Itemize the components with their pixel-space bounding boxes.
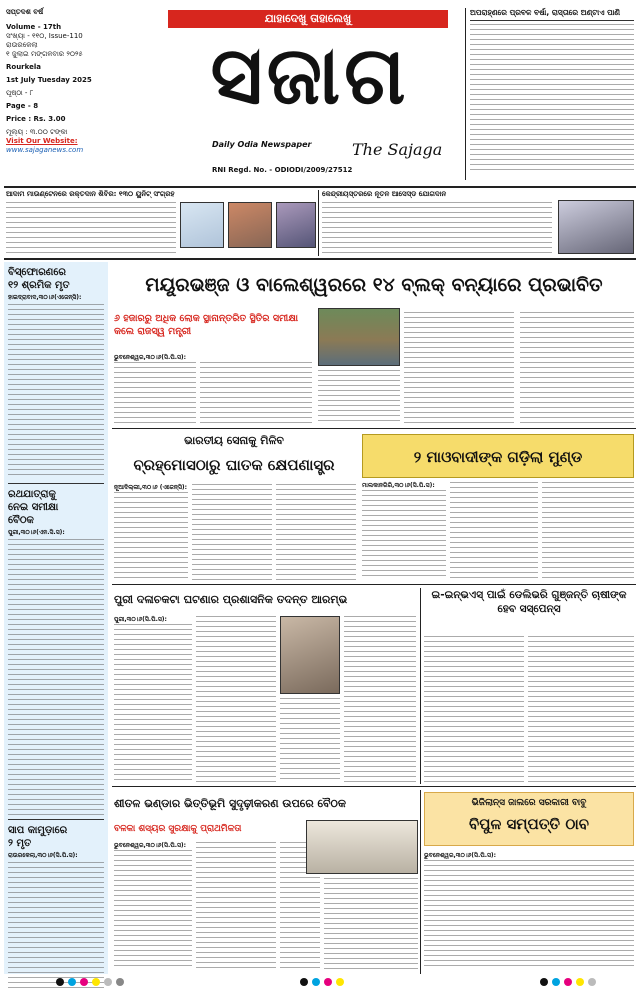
puri-photo [280, 616, 340, 694]
masthead-bottom-rule [4, 186, 636, 188]
registration-mark [576, 978, 584, 986]
maoist-body-col-1 [362, 490, 446, 580]
strip-left-photo-2 [228, 202, 272, 248]
puri-dateline: ପୁରୀ,୩୦।୬(ସି.ପି.ସ): [114, 616, 167, 623]
website-label: Visit Our Website: [6, 137, 78, 145]
registration-mark [540, 978, 548, 986]
masthead-english-title: The Sajaga [352, 140, 443, 159]
lead-body-col-1 [114, 362, 196, 424]
cold-body-col-4 [324, 878, 418, 970]
puri-divider [420, 588, 421, 784]
rni-number: RNI Regd. No. - ODIODI/2009/27512 [212, 166, 353, 174]
einvoice-body-col-1 [424, 636, 524, 782]
strip-divider [318, 190, 319, 256]
middle-rule [112, 584, 636, 585]
registration-mark [552, 978, 560, 986]
flood-photo [318, 308, 400, 366]
story-explosion [8, 266, 104, 479]
website-link[interactable]: www.sajaganews.com [6, 146, 84, 154]
army-body-col-1 [114, 492, 188, 580]
puri-body-col-4 [344, 616, 416, 782]
cold-headline: ଶୀତଳ ଭଣ୍ଡାର ଭିତ୍ତିଭୂମି ସୁଦୃଢ଼ୀକରଣ ଉପରେ ବୈଠକ [114, 797, 346, 810]
registration-mark [588, 978, 596, 986]
issue-line: ସଂଖ୍ୟା - ୧୧୦, Issue-110 [6, 32, 83, 40]
date-odia: ୧ ଜୁଲାଇ ମଙ୍ଗଳବାର ୨୦୨୫ [6, 50, 83, 58]
explosion-body [8, 304, 104, 479]
strip-right-photo [558, 200, 634, 254]
pages-en: Page - 8 [6, 102, 39, 110]
army-kicker: ଭାରତୀୟ ସେନାକୁ ମିଳିବ [184, 434, 284, 447]
babu-kicker: ଭିଜିଲାନ୍ସ ଜାଲରେ ସରକାରୀ ବାବୁ [471, 798, 587, 808]
babu-body [424, 860, 634, 970]
cold-kicker: ବଳକା ଶସ୍ୟର ସୁରକ୍ଷାକୁ ପ୍ରାଥମିକତା [114, 824, 242, 834]
strip-left-headline: ଆଦାମ ମାଉଣ୍ଟେନରେ ରକ୍ତଦାନ ଶିବିର: ୧୩୦ ୟୁନିଟ୍ ସଂଗ୍ରହ [6, 190, 175, 198]
registration-mark [92, 978, 100, 986]
snakebite-headline-2: ୨ ମୃତ [8, 838, 32, 849]
strip-right-story [322, 190, 634, 256]
strip-left-body [6, 202, 176, 254]
army-body-col-3 [276, 484, 356, 580]
pages-odia: ପୃଷ୍ଠା - ୮ [6, 89, 34, 97]
top-right-body [470, 24, 634, 174]
registration-mark [56, 978, 64, 986]
maoist-headline-box [362, 434, 634, 478]
volume: Volume - 17th [6, 23, 62, 31]
masthead-title: ସଜାଗ [210, 29, 410, 122]
masthead-info-column [6, 8, 134, 180]
explosion-headline-2: ୧୨ ଶ୍ରମିକ ମୃତ [8, 280, 70, 291]
top-right-story [470, 8, 634, 180]
date-en: 1st July Tuesday 2025 [6, 76, 92, 84]
lead-kicker: ୬ ହଜାରରୁ ଅଧିକ ଲୋକ ସ୍ଥାନାନ୍ତରିତ ସ୍ଥିତିର ସମୀକ୍ଷା କଲେ ରାଜସ୍ୱ ମନ୍ତ୍ରୀ [114, 313, 299, 337]
cold-dateline: ଭୁବନେଶ୍ୱର,୩୦।୬(ସି.ପି.ସ): [114, 842, 187, 849]
masthead-divider [465, 8, 466, 180]
rathyatra-dateline: ପୁରୀ,୩୦।୬(ଏନ.ସି.ସ): [8, 529, 65, 536]
lead-body-col-5 [520, 312, 634, 424]
explosion-headline-1: ବିସ୍ଫୋରଣରେ [8, 267, 66, 278]
snakebite-body [8, 862, 104, 988]
top-right-headline: ଅପରାହ୍ଣରେ ପ୍ରବଳ ବର୍ଷା, ରାସ୍ତାରେ ଅଣ୍ଟାଏ ପାଣି [470, 8, 634, 21]
registration-mark [68, 978, 76, 986]
babu-dateline: ଭୁବନେଶ୍ୱର,୩୦।୬(ସି.ପି.ସ): [424, 852, 497, 859]
registration-mark [116, 978, 124, 986]
registration-mark [336, 978, 344, 986]
einvoice-headline: ଇ-ଇନ୍‌ଭଏସ୍ ପାଇଁ ଡେଲିଭରି ଗୁଞ୍ଜନ୍ତି ଚାଷୀଙ୍କ ହେବ ସସ୍ପେନ୍ସ [431, 589, 627, 615]
registration-mark [564, 978, 572, 986]
puri-headline: ପୁରୀ ଦଳାଚକଟା ଘଟଣାର ପ୍ରଶାସନିକ ତଦନ୍ତ ଆରମ୍ଭ [114, 593, 348, 606]
strip-left-photo-3 [276, 202, 316, 248]
rathyatra-headline-3: ବୈଠକ [8, 515, 34, 526]
army-body-col-2 [192, 484, 272, 580]
maoist-headline: ୨ ମାଓବାଦୀଙ୍କ ଗଡ଼ିଲା ମୁଣ୍ଡ [413, 448, 583, 466]
lead-headline: ମୟୂରଭଞ୍ଜ ଓ ବାଲେଶ୍ୱରରେ ୧୪ ବ୍ଲକ୍ ବନ୍ୟାରେ ପ୍ରଭାବିତ [145, 274, 603, 296]
left-col-divider-1 [8, 483, 104, 484]
einvoice-body-col-2 [528, 636, 634, 782]
puri-body-col-1 [114, 624, 192, 782]
strip-left-photo-1 [180, 202, 224, 248]
cold-meeting-photo [306, 820, 418, 874]
masthead-subtitle: Daily Odia Newspaper [212, 140, 312, 149]
registration-mark [104, 978, 112, 986]
lead-bottom-rule [112, 428, 636, 429]
strip-right-headline: କେନ୍ଦ୍ରୀୟସ୍ତରରେ ନୂତନ ଆସେସ୍‌ଡ ଯୋଗଦାନ [322, 190, 447, 198]
registration-marks-center [300, 978, 380, 986]
lead-body-col-4 [404, 312, 514, 424]
babu-headline: ବିପୁଳ ସମ୍ପତ୍ତି ଠାବ [469, 815, 589, 833]
babu-box [424, 792, 634, 846]
army-headline: ବ୍ରହ୍ମୋସଠାରୁ ଘାତକ କ୍ଷେପଣାସ୍ତ୍ର [133, 456, 335, 474]
year-line: ସପ୍ତଦଶ ବର୍ଷ [6, 8, 44, 16]
puri-body-col-3 [280, 698, 340, 782]
snakebite-dateline: ରାଉରକେଲା,୩୦।୬(ସି.ପି.ସ): [8, 852, 78, 859]
lower-rule [112, 786, 636, 787]
lead-body-col-2 [200, 362, 312, 424]
registration-mark [80, 978, 88, 986]
maoist-body-col-3 [542, 482, 634, 580]
lead-dateline: ଭୁବନେଶ୍ୱର,୩୦।୬(ସି.ପି.ସ): [114, 354, 187, 361]
maoist-body-col-2 [450, 482, 538, 580]
cold-body-col-1 [114, 850, 192, 970]
rathyatra-body [8, 539, 104, 815]
registration-mark [312, 978, 320, 986]
city-odia: ରାଉରକେଲା [6, 41, 38, 49]
rathyatra-headline-1: ରଥଯାତ୍ରାକୁ [8, 489, 56, 500]
cold-divider [420, 790, 421, 974]
registration-marks-left [56, 978, 166, 986]
cold-body-col-2 [196, 842, 276, 970]
registration-mark [300, 978, 308, 986]
lead-body-col-3 [318, 370, 400, 424]
left-col-divider-2 [8, 819, 104, 820]
snakebite-headline-1: ସାପ କାମୁଡ଼ାରେ [8, 825, 68, 836]
maoist-dateline: ମାଲକାନଗିରି,୩୦।୬(ସି.ପି.ସ): [362, 482, 435, 489]
price-en: Price : Rs. 3.00 [6, 115, 66, 123]
explosion-dateline: ହାଇଦ୍ରାବାଦ,୩୦।୬(ଏଜେନ୍ସି): [8, 294, 82, 301]
story-rathyatra [8, 488, 104, 815]
city-en: Rourkela [6, 63, 41, 71]
strip-left-story [6, 190, 316, 256]
registration-marks-right [540, 978, 630, 986]
tagline: ଯାହାଦେଖୁ ତାହାଲେଖୁ [264, 12, 352, 25]
story-snakebite [8, 824, 104, 988]
army-dateline: ନୂଆଦିଲ୍ଲୀ,୩୦।୬ (ଏଜେନ୍ସି): [114, 484, 188, 491]
rathyatra-headline-2: ନେଇ ସମୀକ୍ଷା [8, 502, 59, 513]
strip-right-body [322, 202, 552, 254]
price-odia: ମୂଲ୍ୟ : ୩.୦୦ ଟଙ୍କା [6, 128, 68, 136]
puri-body-col-2 [196, 616, 276, 782]
registration-mark [324, 978, 332, 986]
strip-bottom-rule [4, 258, 636, 260]
left-column [4, 262, 108, 974]
